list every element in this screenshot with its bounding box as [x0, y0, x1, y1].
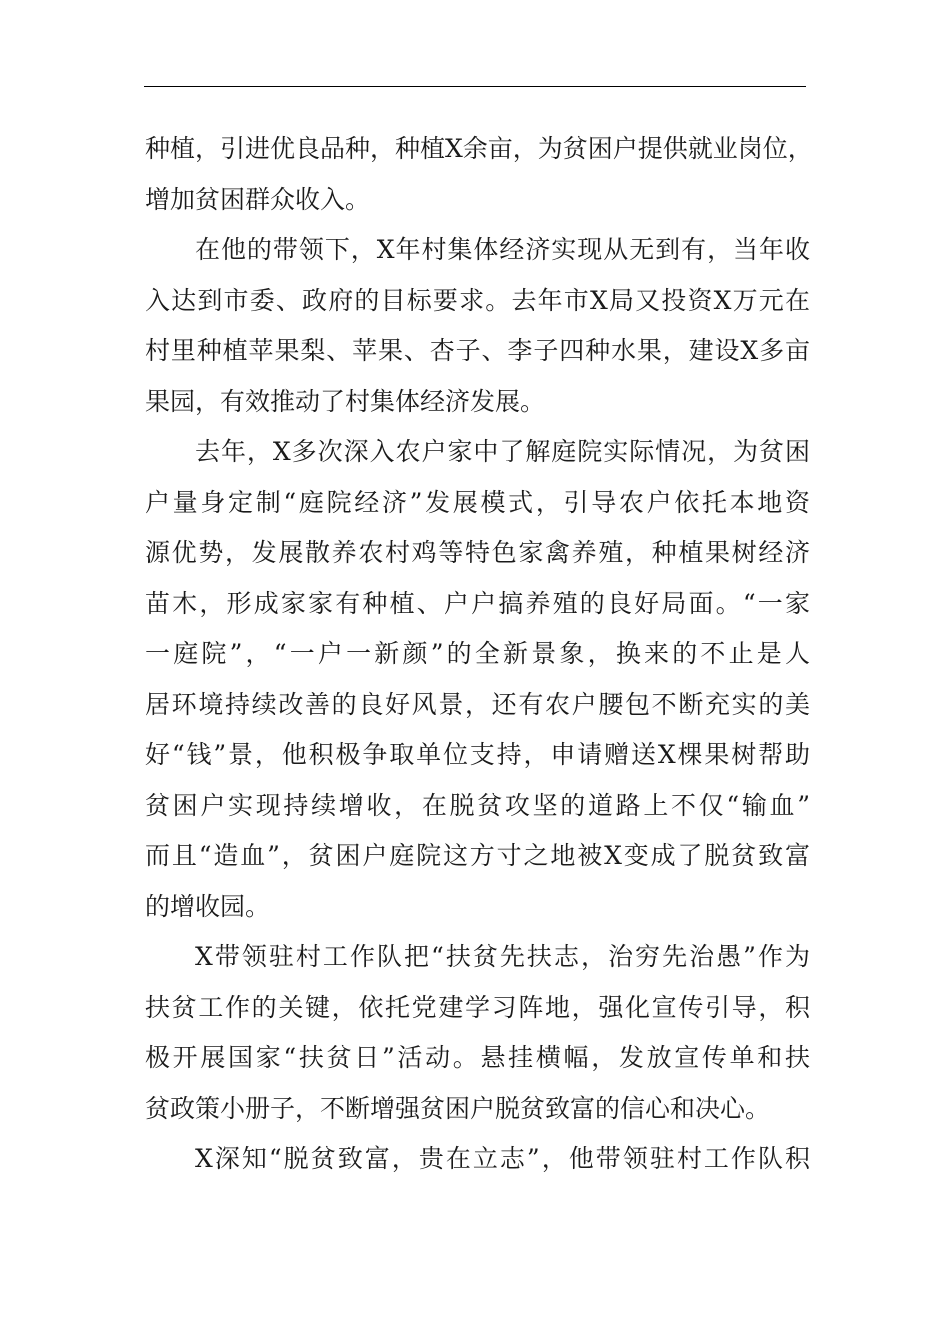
text-line: 扶贫工作的关键，依托党建学习阵地，强化宣传引导，积 — [145, 992, 810, 1022]
paragraph — [145, 124, 813, 225]
text-line: 在他的带领下，X年村集体经济实现从无到有，当年收 — [195, 235, 810, 264]
text-line: 贫政策小册子，不断增强贫困户脱贫致富的信心和决心。 — [145, 1093, 771, 1123]
text-line: 入达到市委、政府的目标要求。去年市X局又投资X万元在 — [145, 285, 810, 315]
text-line: 户量身定制“庭院经济”发展模式，引导农户依托本地资 — [145, 487, 810, 517]
text-line: 苗木，形成家家有种植、户户搞养殖的良好局面。“一家 — [145, 588, 810, 618]
header-rule — [144, 86, 806, 87]
text-line: 居环境持续改善的良好风景，还有农户腰包不断充实的美 — [145, 689, 810, 719]
text-line: 增加贫困群众收入。 — [145, 184, 371, 214]
paragraph — [145, 932, 810, 1134]
paragraph — [145, 225, 810, 427]
text-line: 果园，有效推动了村集体经济发展。 — [145, 386, 546, 416]
text-line: X带领驻村工作队把“扶贫先扶志，治穷先治愚”作为 — [195, 942, 810, 971]
text-line: 一庭院”，“一户一新颜”的全新景象，换来的不止是人 — [145, 639, 810, 668]
paragraph — [145, 427, 810, 932]
text-line: 而且“造血”，贫困户庭院这方寸之地被X变成了脱贫致富 — [145, 841, 810, 870]
text-line: X深知“脱贫致富，贵在立志”，他带领驻村工作队积 — [195, 1144, 810, 1173]
text-line: 去年，X多次深入农户家中了解庭院实际情况，为贫困 — [195, 437, 810, 466]
text-line: 极开展国家“扶贫日”活动。悬挂横幅，发放宣传单和扶 — [145, 1043, 810, 1072]
text-line: 村里种植苹果梨、苹果、杏子、李子四种水果，建设X多亩 — [145, 336, 810, 365]
text-line: 的增收园。 — [145, 891, 271, 921]
paragraph — [145, 1134, 810, 1185]
text-line: 好“钱”景，他积极争取单位支持，申请赠送X棵果树帮助 — [145, 740, 810, 769]
text-line: 种植，引进优良品种，种植X余亩，为贫困户提供就业岗位， — [145, 134, 813, 163]
document-body — [145, 124, 813, 1185]
text-line: 源优势，发展散养农村鸡等特色家禽养殖，种植果树经济 — [145, 538, 810, 567]
text-line: 贫困户实现持续增收，在脱贫攻坚的道路上不仅“输血” — [145, 790, 810, 820]
